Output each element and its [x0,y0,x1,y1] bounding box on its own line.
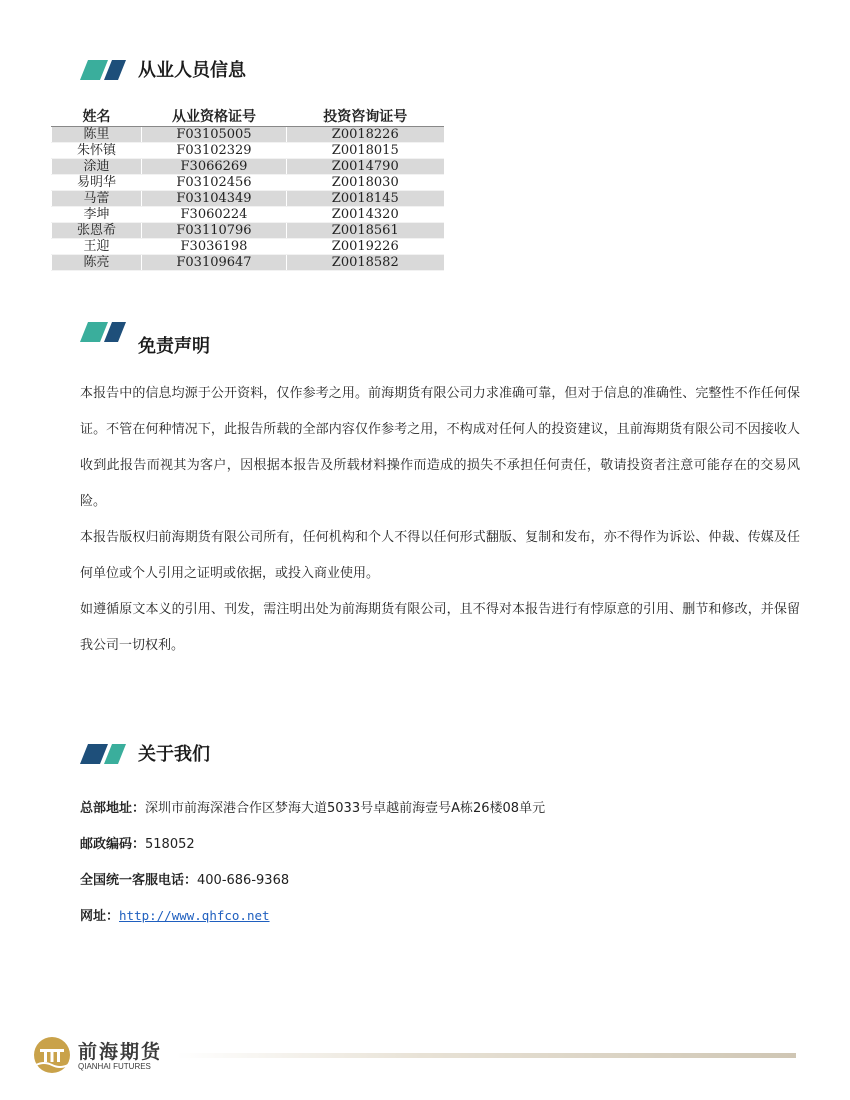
section-marker-icon [80,322,130,342]
logo-emblem-icon [32,1035,72,1075]
table-row [52,143,444,159]
column-header-consulting: 投资咨询证号 [287,106,444,127]
logo-english-text: QIANHAI FUTURES [78,1062,151,1071]
table-row [52,239,444,255]
staff-name: 易明华 [52,175,142,191]
table-row [52,159,444,175]
table-row [52,223,444,239]
qualification-number: F03104349 [142,191,287,207]
consulting-number: Z0014790 [287,159,444,175]
qualification-number: F03109647 [142,255,287,271]
address-label: 总部地址： [80,801,146,816]
logo-chinese-text: 前海期货 [78,1041,163,1063]
consulting-number: Z0018145 [287,191,444,207]
staff-section-title: 从业人员信息 [138,60,246,81]
consulting-number: Z0018582 [287,255,444,271]
hotline-label: 全国统一客服电话： [80,873,198,888]
staff-name: 张恩希 [52,223,142,239]
qualification-number: F03102329 [142,143,287,159]
table-row [52,127,444,143]
staff-name: 朱怀镇 [52,143,142,159]
disclaimer-section-title: 免责声明 [138,336,210,357]
staff-name: 陈亮 [52,255,142,271]
disclaimer-paragraph: 如遵循原文本义的引用、刊发，需注明出处为前海期货有限公司，且不得对本报告进行有悖原意的引用、删节和修改，并保留我公司一切权利。 [80,602,800,653]
qualification-number: F03102456 [142,175,287,191]
hotline-line [80,869,289,888]
staff-name: 王迎 [52,239,142,255]
about-section-title: 关于我们 [138,744,210,765]
table-row [52,207,444,223]
table-row [52,255,444,271]
staff-table [51,106,444,271]
footer-divider [176,1053,796,1058]
qualification-number: F03105005 [142,127,287,143]
postcode-label: 邮政编码： [80,837,146,852]
company-logo [32,1035,172,1075]
postcode-line [80,833,195,852]
website-link[interactable]: http://www.qhfco.net [119,908,270,923]
staff-name: 李坤 [52,207,142,223]
consulting-number: Z0018015 [287,143,444,159]
staff-name: 涂迪 [52,159,142,175]
table-header-row [52,106,444,127]
address-value: 深圳市前海深港合作区梦海大道5033号卓越前海壹号A栋26楼08单元 [145,801,546,816]
consulting-number: Z0018561 [287,223,444,239]
website-label: 网址： [80,909,120,924]
qualification-number: F03110796 [142,223,287,239]
staff-name: 马蕾 [52,191,142,207]
address-line [80,797,545,816]
consulting-number: Z0014320 [287,207,444,223]
column-header-qualification: 从业资格证号 [142,106,287,127]
website-line [80,905,270,924]
section-marker-icon [80,744,130,764]
section-marker-icon [80,60,130,80]
disclaimer-paragraph: 本报告版权归前海期货有限公司所有，任何机构和个人不得以任何形式翻版、复制和发布，亦不得作为诉讼、仲裁、传媒及任何单位或个人引用之证明或依据，或投入商业使用。 [80,530,800,581]
consulting-number: Z0019226 [287,239,444,255]
qualification-number: F3060224 [142,207,287,223]
consulting-number: Z0018030 [287,175,444,191]
disclaimer-paragraph: 本报告中的信息均源于公开资料，仅作参考之用。前海期货有限公司力求准确可靠，但对于信息的准确性、完整性不作任何保证。不管在何种情况下，此报告所载的全部内容仅作参考之用，不构成对任何人的投资建议，且前海期货有限公司不因接收人收到此报告而视其为客户，因根据本报告及所载材料操作而造成的损失不承担任何责任，敬请投资者注意可能存在的交易风险。 [80,386,800,509]
table-row [52,175,444,191]
column-header-name: 姓名 [52,106,142,127]
consulting-number: Z0018226 [287,127,444,143]
qualification-number: F3036198 [142,239,287,255]
hotline-value: 400-686-9368 [197,873,290,888]
table-row [52,191,444,207]
postcode-value: 518052 [145,837,195,852]
qualification-number: F3066269 [142,159,287,175]
staff-name: 陈里 [52,127,142,143]
